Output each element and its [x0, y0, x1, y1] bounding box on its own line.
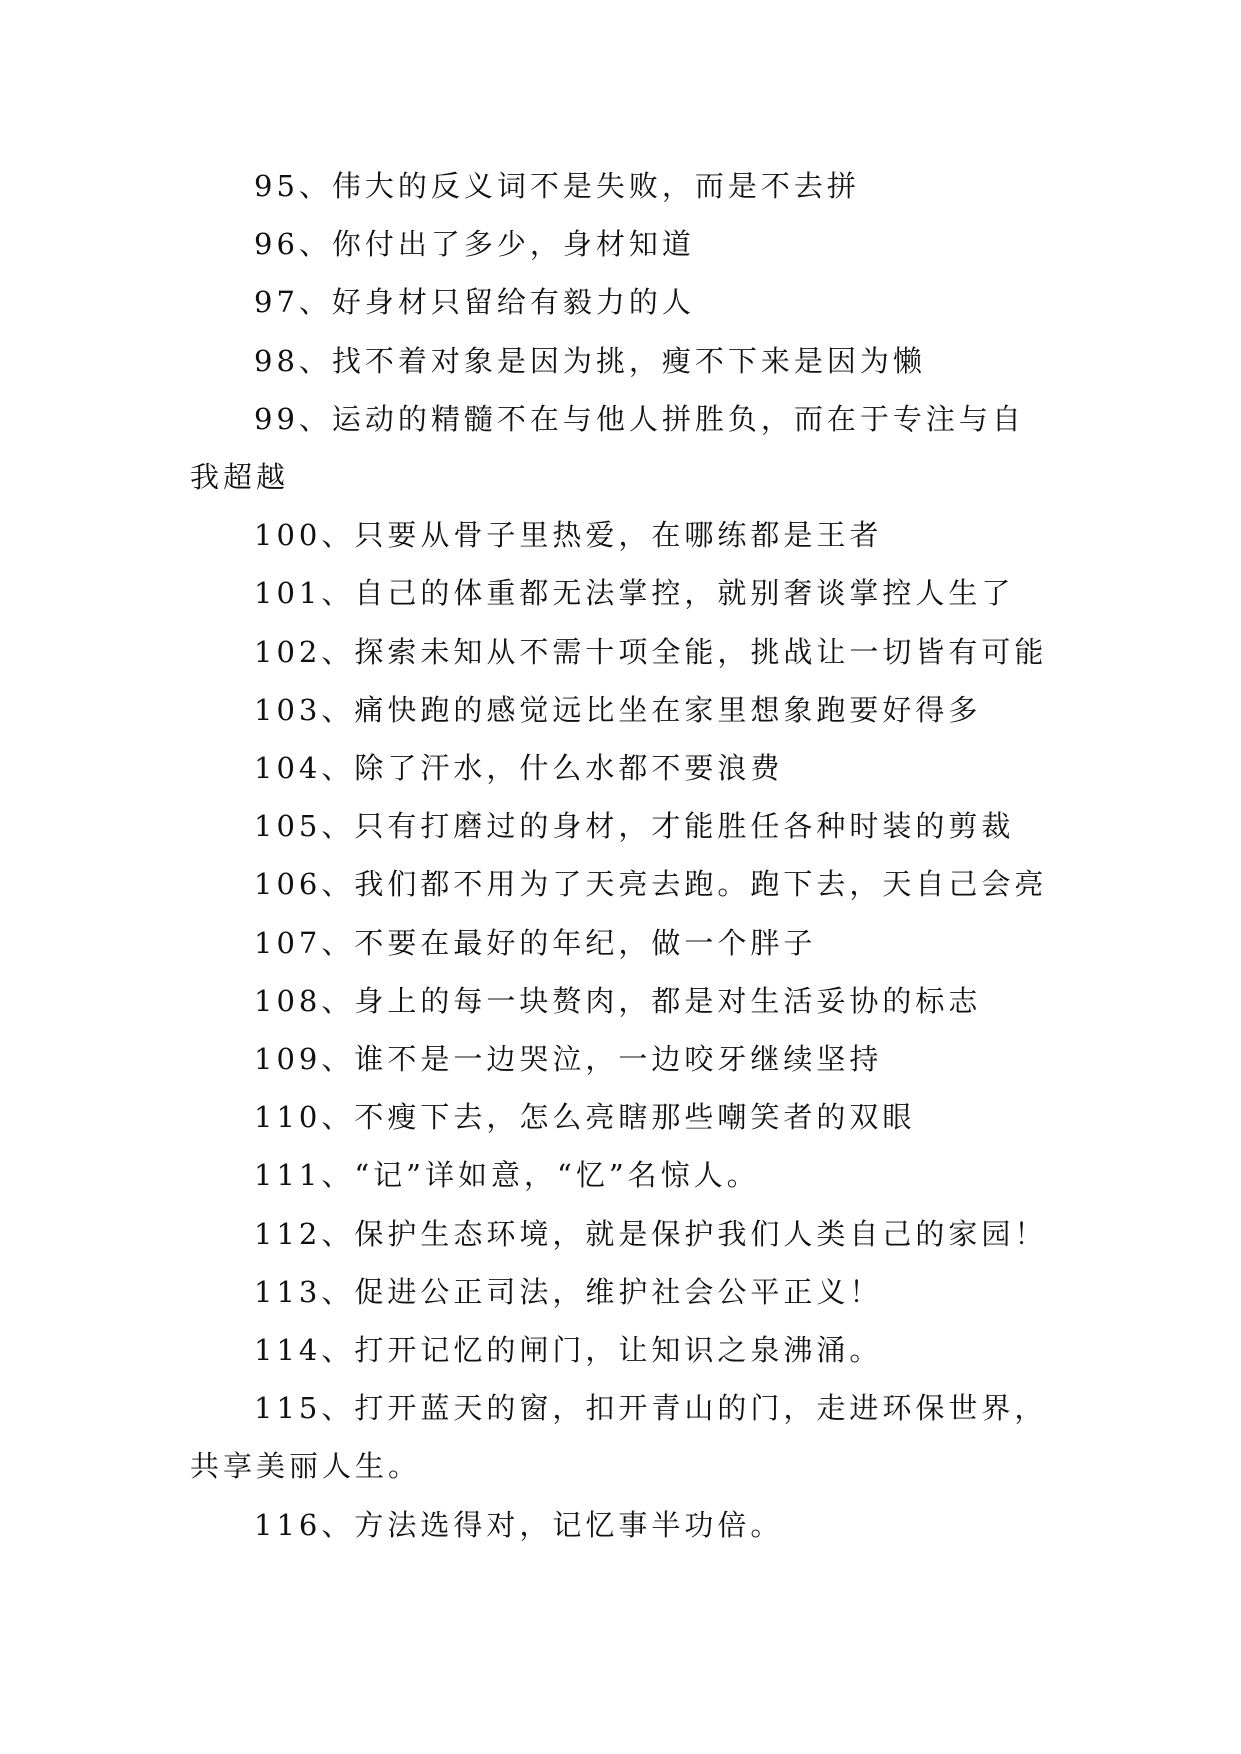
list-item: 104、除了汗水，什么水都不要浪费	[254, 751, 784, 786]
list-item: 115、打开蓝天的窗，扣开青山的门，走进环保世界，共享美丽人生。	[190, 1391, 1048, 1484]
list-item: 102、探索未知从不需十项全能，挑战让一切皆有可能	[254, 634, 1048, 669]
list-item: 103、痛快跑的感觉远比坐在家里想象跑要好得多	[254, 692, 982, 727]
list-item: 95、伟大的反义词不是失败，而是不去拼	[254, 169, 860, 203]
list-item: 107、不要在最好的年纪，做一个胖子	[254, 925, 817, 960]
list-item: 113、促进公正司法，维护社会公平正义！	[254, 1274, 883, 1309]
list-item: 96、你付出了多少，身材知道	[254, 227, 695, 262]
list-item: 112、保护生态环境，就是保护我们人类自己的家园！	[254, 1216, 1048, 1251]
document-body	[190, 157, 1050, 1554]
list-item: 101、自己的体重都无法掌控，就别奢谈掌控人生了	[254, 576, 1015, 611]
list-item: 99、运动的精髓不在与他人拼胜负，而在于专注与自我超越	[190, 401, 1025, 495]
list-item: 108、身上的每一块赘肉，都是对生活妥协的标志	[254, 983, 982, 1018]
list-item: 105、只有打磨过的身材，才能胜任各种时装的剪裁	[254, 809, 1015, 844]
list-item: 109、谁不是一边哭泣，一边咬牙继续坚持	[254, 1042, 883, 1077]
list-item: 116、方法选得对，记忆事半功倍。	[254, 1507, 784, 1542]
list-item: 100、只要从骨子里热爱，在哪练都是王者	[254, 518, 883, 553]
list-item: 111、“记”详如意，“忆”名惊人。	[254, 1158, 760, 1193]
list-item: 98、找不着对象是因为挑，瘦不下来是因为懒	[254, 343, 926, 378]
list-item: 97、好身材只留给有毅力的人	[254, 285, 695, 320]
list-item: 110、不瘦下去，怎么亮瞎那些嘲笑者的双眼	[254, 1100, 916, 1135]
list-item: 114、打开记忆的闸门，让知识之泉沸涌。	[254, 1333, 883, 1368]
list-item: 106、我们都不用为了天亮去跑。跑下去，天自己会亮	[254, 867, 1048, 902]
